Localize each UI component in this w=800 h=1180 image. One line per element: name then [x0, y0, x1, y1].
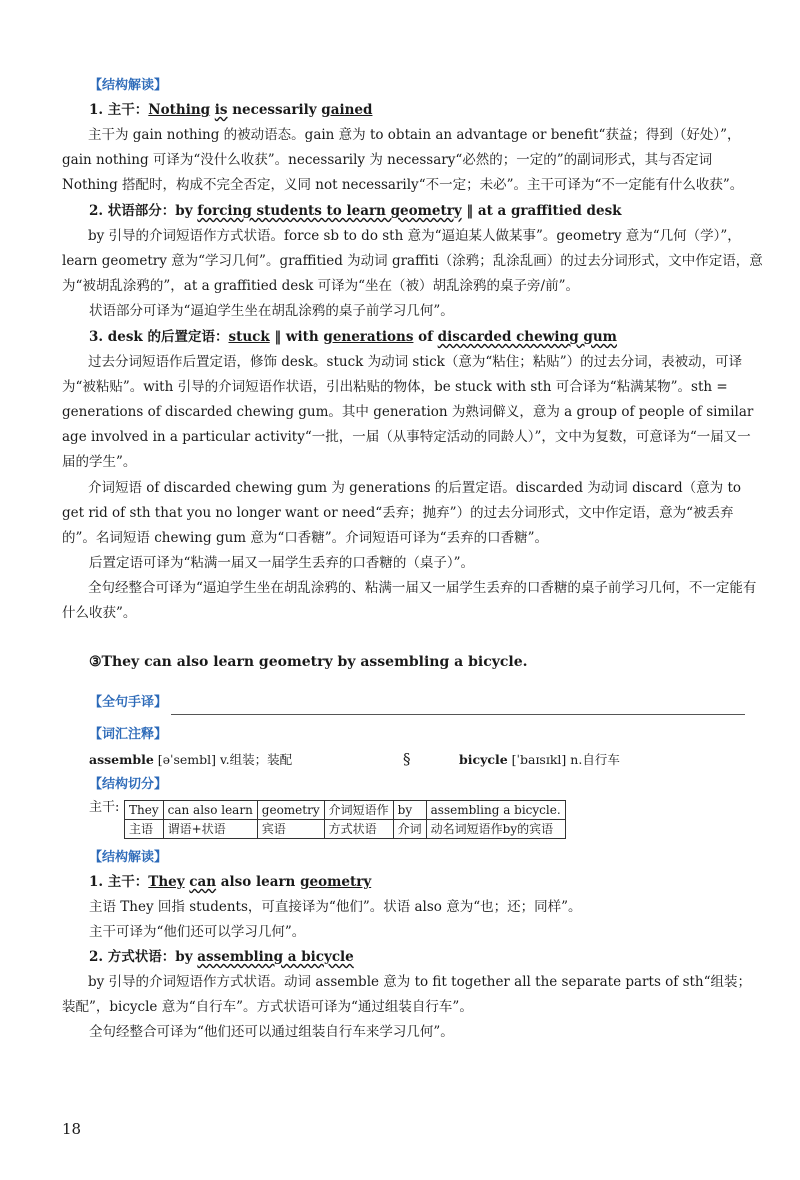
translation-blank-line[interactable] [171, 700, 745, 715]
paragraph-manner-adverbial: by 引导的介词短语作方式状语。动词 assemble 意为 to fit together all the separate parts of sth“组装；装配”，bicycle 意为“自行车”。方式状语可译为“通过组装自行车”。 [62, 974, 752, 1015]
heading-manner-adverbial: 2. 方式状语：by assembling a bicycle [89, 949, 354, 965]
split-row-bottom: 主语 谓语+状语 宾语 方式状语 介词 动名词短语作by的宾语 [125, 820, 566, 839]
vocab-bicycle: bicycle [ˈbaɪsɪkl] n.自行车 [459, 752, 620, 767]
paragraph-main-clause: 主干为 gain nothing 的被动语态。gain 意为 to obtain an advantage or benefit“获益；得到（好处）”，gain nothing 可译为“没什么收获”。necessarily 为 necessary“必然的；一定的”的副词形式，其与否定词 Nothing 搭配时，构成不完全否定，义同 not necessarily“不一定；未必”。主干可译为“不一定能有什么收获”。 [62, 127, 744, 193]
paragraph-postmodifier-translation: 后置定语可译为“粘满一届又一届学生丢弃的口香糖的（桌子）”。 [89, 555, 475, 571]
sentence-3: ③They can also learn geometry by assembling a bicycle. [89, 654, 528, 670]
heading-adverbial: 2. 状语部分：by forcing students to learn geometry ‖ at a graffitied desk [89, 203, 622, 219]
paragraph-adverbial-translation: 状语部分可译为“逼迫学生坐在胡乱涂鸦的桌子前学习几何”。 [89, 303, 454, 319]
paragraph-adverbial: by 引导的介词短语作方式状语。force sb to do sth 意为“逼迫某人做某事”。geometry 意为“几何（学）”，learn geometry 意为“学习几何”。graffitied 为动词 graffiti（涂鸦；乱涂乱画）的过去分词形式，文中作定语，意为“被胡乱涂鸦的”，at a graffitied desk 可译为“坐在（被）胡乱涂鸦的桌子旁/前”。 [62, 228, 763, 294]
heading-main-clause: 1. 主干：Nothing is necessarily gained [89, 102, 373, 118]
heading-main-clause-3: 1. 主干：They can also learn geometry [89, 874, 372, 890]
page-number: 18 [62, 1120, 82, 1138]
heading-postmodifier: 3. desk 的后置定语：stuck ‖ with generations of discarded chewing gum [89, 329, 617, 345]
full-translation-row: 【全句手译】 [89, 690, 764, 715]
paragraph-postmodifier: 过去分词短语作后置定语，修饰 desk。stuck 为动词 stick（意为“粘住；粘贴”）的过去分词，表被动，可译为“被粘贴”。with 引导的介词短语作状语，引出粘贴的物体，be stuck with sth 可合译为“粘满某物”。sth = generations of discarded chewing gum。其中 generation 为熟词僻义，意为 a group of people of similar age involved in a particular activity“一批，一届（从事特定活动的同龄人）”，文中为复数，可意译为“一届又一届的学生”。 [62, 354, 754, 470]
split-row-top: They can also learn geometry 介词短语作 by assembling a bicycle. [125, 801, 566, 820]
structure-split-table [124, 800, 566, 839]
separator-icon: § [403, 750, 411, 768]
section-tag-vocab: 【词汇注释】 [89, 727, 168, 742]
paragraph-full-translation: 全句经整合可译为“逼迫学生坐在胡乱涂鸦的、粘满一届又一届学生丢弃的口香糖的桌子前学习几何，不一定能有什么收获”。 [62, 580, 757, 621]
paragraph-discarded: 介词短语 of discarded chewing gum 为 generations 的后置定语。discarded 为动词 discard（意为 to get rid of sth that you no longer want or need“丢弃；抛弃”）的过去分词形式，文中作定语，意为“被丢弃的”。名词短语 chewing gum 意为“口香糖”。介词短语可译为“丢弃的口香糖”。 [62, 480, 742, 546]
paragraph-main-clause-3: 主语 They 回指 students，可直接译为“他们”。状语 also 意为“也；还；同样”。 [89, 899, 582, 915]
section-tag-structure: 【结构解读】 [89, 78, 168, 93]
section-tag-split: 【结构切分】 [89, 777, 168, 792]
split-label: 主干: [89, 800, 120, 815]
section-tag-analysis: 【结构解读】 [89, 850, 168, 865]
paragraph-full-translation-3: 全句经整合可译为“他们还可以通过组装自行车来学习几何”。 [89, 1024, 454, 1040]
vocab-row: assemble [əˈsembl] v.组装；装配 § bicycle [ˈbaɪsɪkl] n.自行车 [89, 747, 764, 772]
paragraph-main-clause-3-translation: 主干可译为“他们还可以学习几何”。 [89, 924, 306, 940]
